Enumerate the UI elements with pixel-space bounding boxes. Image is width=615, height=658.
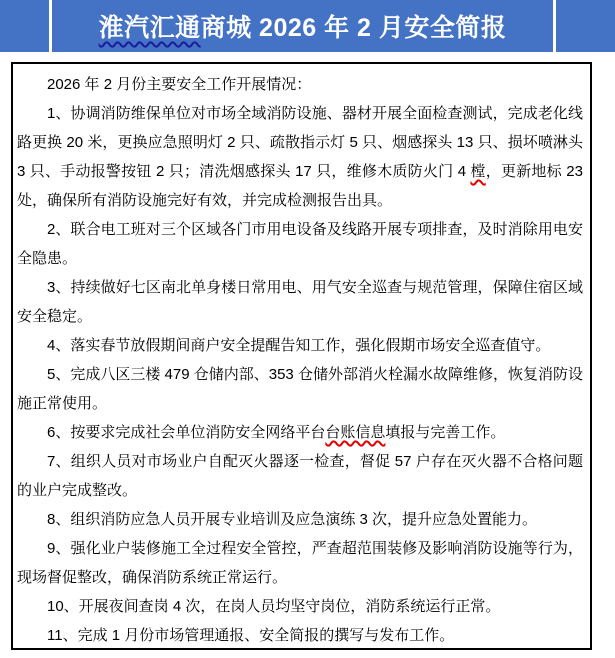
squiggle-marked-text: 台账信息 [325, 424, 386, 441]
title-bar [0, 0, 615, 52]
report-paragraph [17, 534, 583, 592]
text-segment: 3、持续做好七区南北单身楼日常用电、用气安全巡查与规范管理，保障住宿区域安全稳定。 [17, 279, 583, 325]
text-segment: 2、联合电工班对三个区域各门市用电设备及线路开展专项排查，及时消除用电安全隐患。 [17, 221, 583, 267]
text-segment: 10、开展夜间查岗 4 次，在岗人员均坚守岗位，消防系统运行正常。 [47, 598, 501, 615]
report-paragraph [17, 331, 583, 360]
report-paragraph [17, 360, 583, 418]
text-segment: 1、协调消防维保单位对市场全域消防设施、器材开展全面检查测试，完成老化线路更换 20 米，更换应急照明灯 2 只、疏散指示灯 5 只、烟感探头 13 只、损坏喷淋头 3 只、手动报警按钮 2 只；清洗烟感探头 17 只，维修木质防火门 4 [17, 105, 583, 180]
text-segment: 9、强化业户装修施工全过程安全管控，严查超范围装修及影响消防设施等行为，现场督促整改，确保消防系统正常运行。 [17, 540, 583, 586]
report-paragraph [17, 447, 583, 505]
report-paragraph [17, 99, 583, 215]
text-segment: 6、按要求完成社会单位消防安全网络平台 [47, 424, 326, 441]
report-paragraph [17, 592, 583, 621]
report-paragraph [17, 505, 583, 534]
report-paragraph [17, 70, 583, 99]
text-segment: 11、完成 1 月份市场管理通报、安全简报的撰写与发布工作。 [47, 627, 455, 644]
text-segment: 2026 年 2 月份主要安全工作开展情况： [47, 76, 312, 93]
text-segment: 4、落实春节放假期间商户安全提醒告知工作，强化假期市场安全巡查值守。 [47, 337, 551, 354]
title-bar-right-cell [556, 0, 615, 52]
document-title [99, 8, 507, 44]
title-bar-center-cell [52, 0, 553, 52]
report-body-box [11, 62, 592, 650]
report-paragraph [17, 215, 583, 273]
squiggle-marked-text: 樘 [470, 163, 486, 180]
text-segment: 填报与完善工作。 [385, 424, 506, 441]
report-paragraph [17, 273, 583, 331]
title-bar-left-cell [0, 0, 49, 52]
text-segment: 7、组织人员对市场业户自配灭火器逐一检查，督促 57 户存在灭火器不合格问题的业户完成整改。 [17, 453, 583, 499]
report-paragraph [17, 621, 583, 650]
text-segment: 商城 2026 年 2 月安全简报 [200, 14, 507, 42]
report-paragraph [17, 418, 583, 447]
text-segment: 5、完成八区三楼 479 仓储内部、353 仓储外部消火栓漏水故障维修，恢复消防设施正常使用。 [17, 366, 583, 412]
squiggle-marked-text: 淮汽汇通 [98, 14, 201, 42]
text-segment: ，更新地标 23 处，确保所有消防设施完好有效，并完成检测报告出具。 [17, 163, 583, 209]
text-segment: 8、组织消防应急人员开展专业培训及应急演练 3 次，提升应急处置能力。 [47, 511, 538, 528]
paragraph-list [17, 70, 583, 650]
